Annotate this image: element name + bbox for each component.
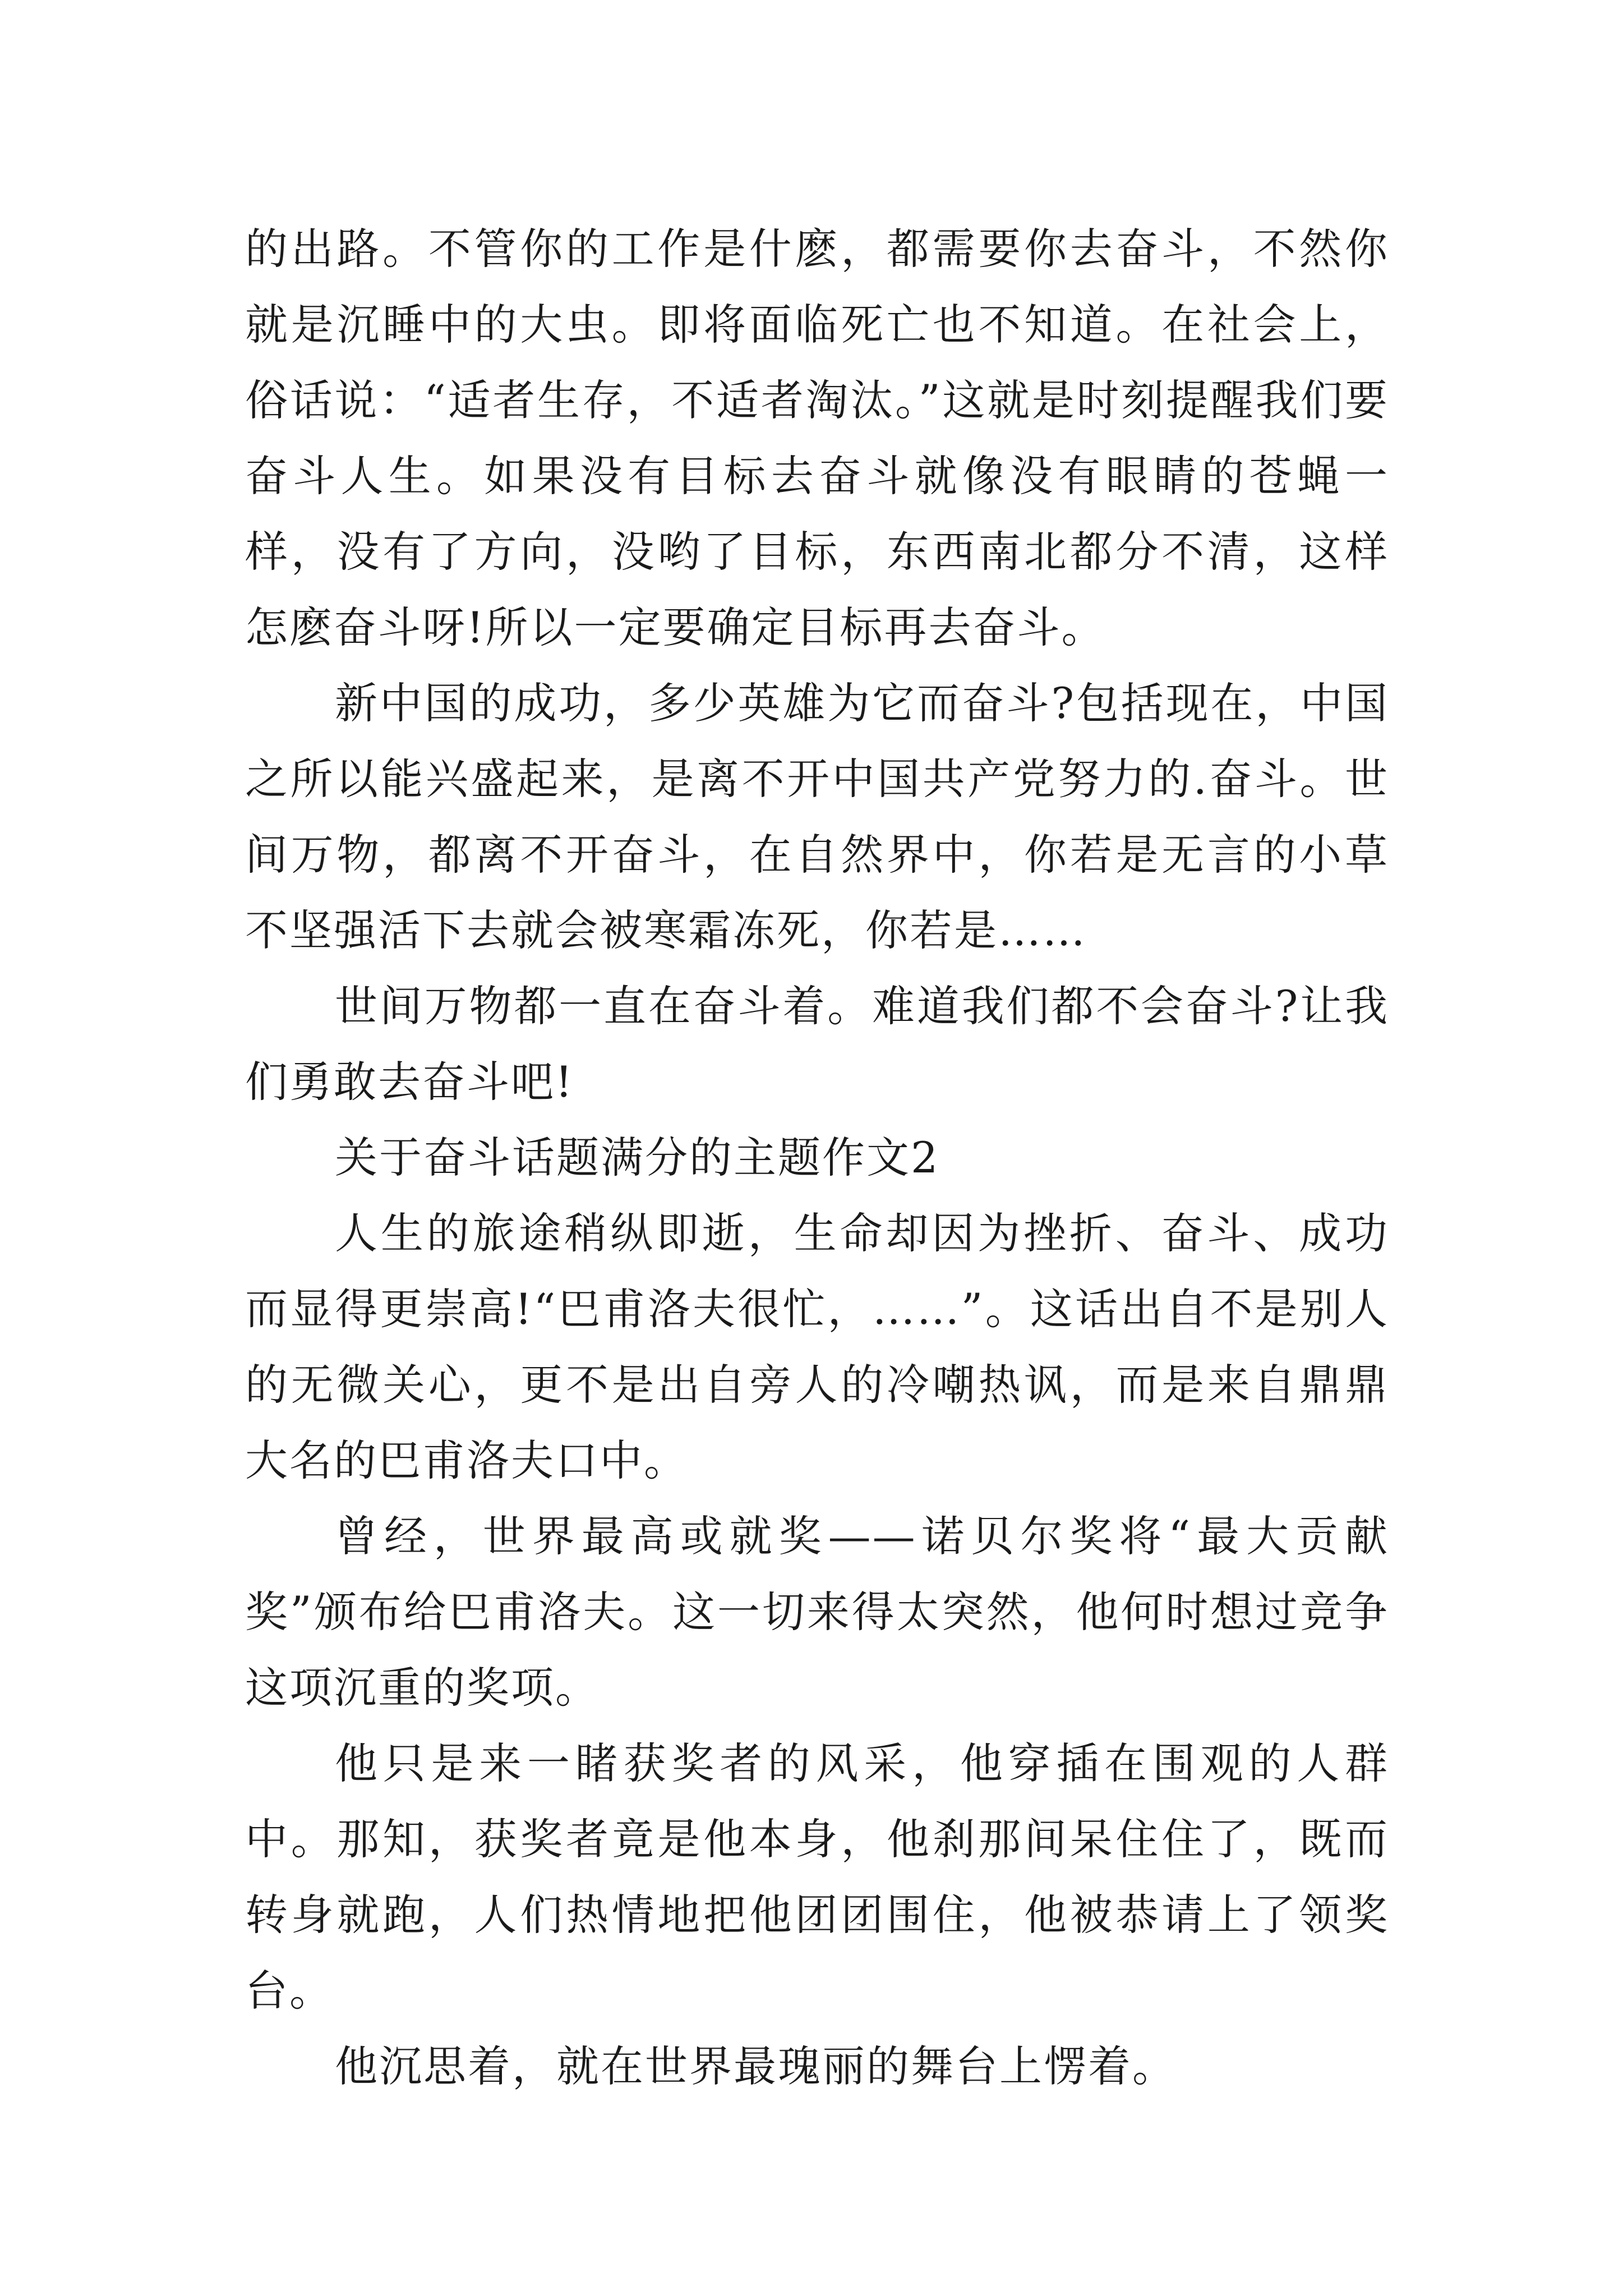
paragraph-3: 世间万物都一直在奋斗着。难道我们都不会奋斗?让我们勇敢去奋斗吧! [245, 981, 1389, 1107]
paragraph-7: 他沉思着，就在世界最瑰丽的舞台上愣着。 [335, 2041, 1177, 2091]
essay-body [245, 211, 1389, 2104]
paragraph-1: 的出路。不管你的工作是什麽，都需要你去奋斗，不然你就是沉睡中的大虫。即将面临死亡也不知道。在社会上，俗话说：“适者生存，不适者淘汰。”这就是时刻提醒我们要奋斗人生。如果没有目标去奋斗就像没有眼睛的苍蝇一样，没有了方向，没哟了目标，东西南北都分不清，这样怎麽奋斗呀!所以一定要确定目标再去奋斗。 [245, 224, 1389, 652]
section-heading: 关于奋斗话题满分的主题作文2 [335, 1133, 940, 1182]
paragraph-5: 曾经，世界最高或就奖——诺贝尔奖将“最大贡献奖”颁布给巴甫洛夫。这一切来得太突然，他何时想过竞争这项沉重的奖项。 [245, 1511, 1389, 1713]
paragraph-6: 他只是来一睹获奖者的风采，他穿插在围观的人群中。那知，获奖者竟是他本身，他刹那间呆住住了，既而转身就跑，人们热情地把他团团围住，他被恭请上了领奖台。 [245, 1738, 1389, 2016]
paragraph-2: 新中国的成功，多少英雄为它而奋斗?包括现在，中国之所以能兴盛起来，是离不开中国共产党努力的.奋斗。世间万物，都离不开奋斗，在自然界中，你若是无言的小草不坚强活下去就会被寒霜冻死，你若是…… [245, 678, 1389, 955]
paragraph-4: 人生的旅途稍纵即逝，生命却因为挫折、奋斗、成功而显得更崇高!“巴甫洛夫很忙，……”。这话出自不是别人的无微关心，更不是出自旁人的冷嘲热讽，而是来自鼎鼎大名的巴甫洛夫口中。 [245, 1208, 1389, 1485]
